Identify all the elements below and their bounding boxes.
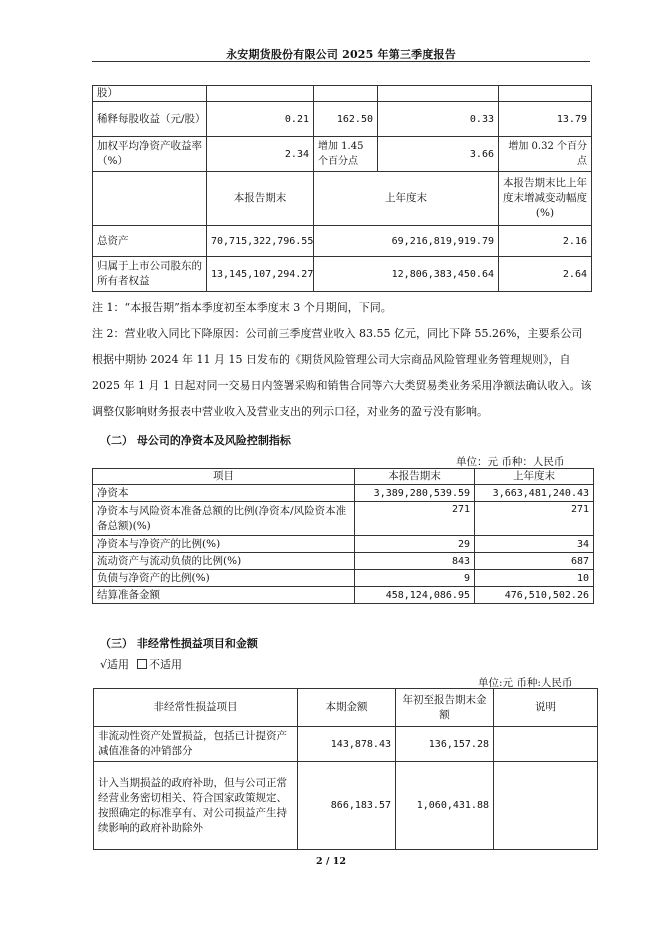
page-number: 2 / 12	[316, 856, 346, 867]
note-1: 注 1：“本报告期”指本季度初至本季度末 3 个月期间，下同。	[92, 301, 392, 314]
table-row	[93, 536, 594, 553]
column-header: 本报告期末比上年度末增减变动幅度(%)	[499, 172, 592, 226]
cell-value: 12,806,383,450.64	[314, 257, 499, 292]
cell-value: 2.34	[207, 137, 314, 172]
cell-value: 476,510,502.26	[475, 587, 594, 604]
page-header-title: 永安期货股份有限公司 2025 年第三季度报告	[226, 48, 456, 61]
cell-value: 10	[475, 570, 594, 587]
row-label: 净资本与风险资本准备总额的比例(净资本/风险资本准备总额)(%)	[93, 502, 355, 536]
applies-checked-option: √适用	[100, 658, 130, 671]
row-label: 流动资产与流动负债的比例(%)	[93, 553, 355, 570]
cell-value: 增加 0.32 个百分点	[499, 137, 592, 172]
column-header: 本期金额	[298, 689, 396, 727]
checkbox-unchecked-icon	[137, 659, 147, 669]
cell-value: 136,157.28	[396, 727, 494, 762]
section-3-title: （三） 非经常性损益项目和金额	[100, 637, 258, 650]
cell-value: 3,389,280,539.59	[355, 485, 475, 502]
cell-value: 9	[355, 570, 475, 587]
cell-value: 13.79	[499, 102, 592, 137]
table-row	[93, 502, 594, 536]
table-row	[93, 102, 592, 137]
cell-value: 3.66	[378, 137, 499, 172]
table-row	[93, 137, 592, 172]
cell-value: 458,124,086.95	[355, 587, 475, 604]
column-header: 本报告期末	[207, 172, 314, 226]
non-recurring-items-table	[93, 688, 598, 850]
cell-value: 2.64	[499, 257, 592, 292]
cell-value: 29	[355, 536, 475, 553]
row-label: 归属于上市公司股东的所有者权益	[93, 257, 207, 292]
table-row	[93, 553, 594, 570]
cell-value: 0.33	[378, 102, 499, 137]
cell-value	[494, 727, 598, 762]
column-header: 年初至报告期末金额	[396, 689, 494, 727]
row-label: 净资本与净资产的比例(%)	[93, 536, 355, 553]
cell-value: 0.21	[207, 102, 314, 137]
row-label: 结算准备金额	[93, 587, 355, 604]
cell-value: 70,715,322,796.55	[207, 226, 314, 257]
row-label: 非流动性资产处置损益，包括已计提资产减值准备的冲销部分	[94, 727, 298, 762]
column-header: 上年度末	[475, 469, 594, 485]
table-header-row	[93, 469, 594, 485]
cell-value: 866,183.57	[298, 762, 396, 850]
column-header: 本报告期末	[355, 469, 475, 485]
unit-label: 单位：元 币种：人民币	[456, 456, 565, 468]
row-label: 总资产	[93, 226, 207, 257]
row-label: 股）	[93, 86, 207, 102]
cell-value: 271	[475, 502, 594, 536]
note-2: 注 2：营业收入同比下降原因：公司前三季度营业收入 83.55 亿元，同比下降 55.26%，主要系公司根据中期协 2024 年 11 月 15 日发布的《期货风险管理公司大宗商品风险管理业务管理规则》，自 2025 年 1 月 1 日起对同一交易日内签署采购和销售合同等六大类贸易类业务采用净额法确认收入。该调整仅影响财务报表中营业收入及营业支出的列示口径，对业务的盈亏没有影响。	[92, 327, 592, 418]
table-row	[94, 762, 598, 850]
cell-value: 843	[355, 553, 475, 570]
cell-value: 143,878.43	[298, 727, 396, 762]
table-row	[93, 485, 594, 502]
table-header-row	[94, 689, 598, 727]
cell-value: 687	[475, 553, 594, 570]
row-label: 加权平均净资产收益率（%）	[93, 137, 207, 172]
cell-value: 34	[475, 536, 594, 553]
row-label: 稀释每股收益（元/股）	[93, 102, 207, 137]
column-header: 项目	[93, 469, 355, 485]
row-label: 负债与净资产的比例(%)	[93, 570, 355, 587]
cell-value: 2.16	[499, 226, 592, 257]
row-label: 计入当期损益的政府补助，但与公司正常经营业务密切相关、符合国家政策规定、按照确定的标准享有、对公司损益产生持续影响的政府补助除外	[94, 762, 298, 850]
table-row	[94, 727, 598, 762]
cell-value: 1,060,431.88	[396, 762, 494, 850]
column-header: 非经常性损益项目	[94, 689, 298, 727]
row-label: 净资本	[93, 485, 355, 502]
applies-unchecked-option: 不适用	[149, 658, 183, 671]
cell-value: 13,145,107,294.27	[207, 257, 314, 292]
table-row	[93, 570, 594, 587]
financial-indicators-table	[92, 85, 592, 292]
section-2-title: （二） 母公司的净资本及风险控制指标	[100, 434, 291, 447]
cell-value: 271	[355, 502, 475, 536]
cell-value: 增加 1.45 个百分点	[314, 137, 378, 172]
table-subheader-row	[93, 172, 592, 226]
table-row	[93, 587, 594, 604]
unit-label: 单位:元 币种:人民币	[478, 677, 573, 689]
cell-value: 69,216,819,919.79	[314, 226, 499, 257]
column-header: 说明	[494, 689, 598, 727]
applicability-options	[100, 656, 182, 672]
net-capital-table	[92, 468, 594, 604]
header-rule	[92, 61, 590, 62]
table-row	[93, 257, 592, 292]
table-row	[93, 86, 592, 102]
cell-value	[494, 762, 598, 850]
table-row	[93, 226, 592, 257]
cell-value: 3,663,481,240.43	[475, 485, 594, 502]
cell-value: 162.50	[314, 102, 378, 137]
column-header: 上年度末	[314, 172, 499, 226]
